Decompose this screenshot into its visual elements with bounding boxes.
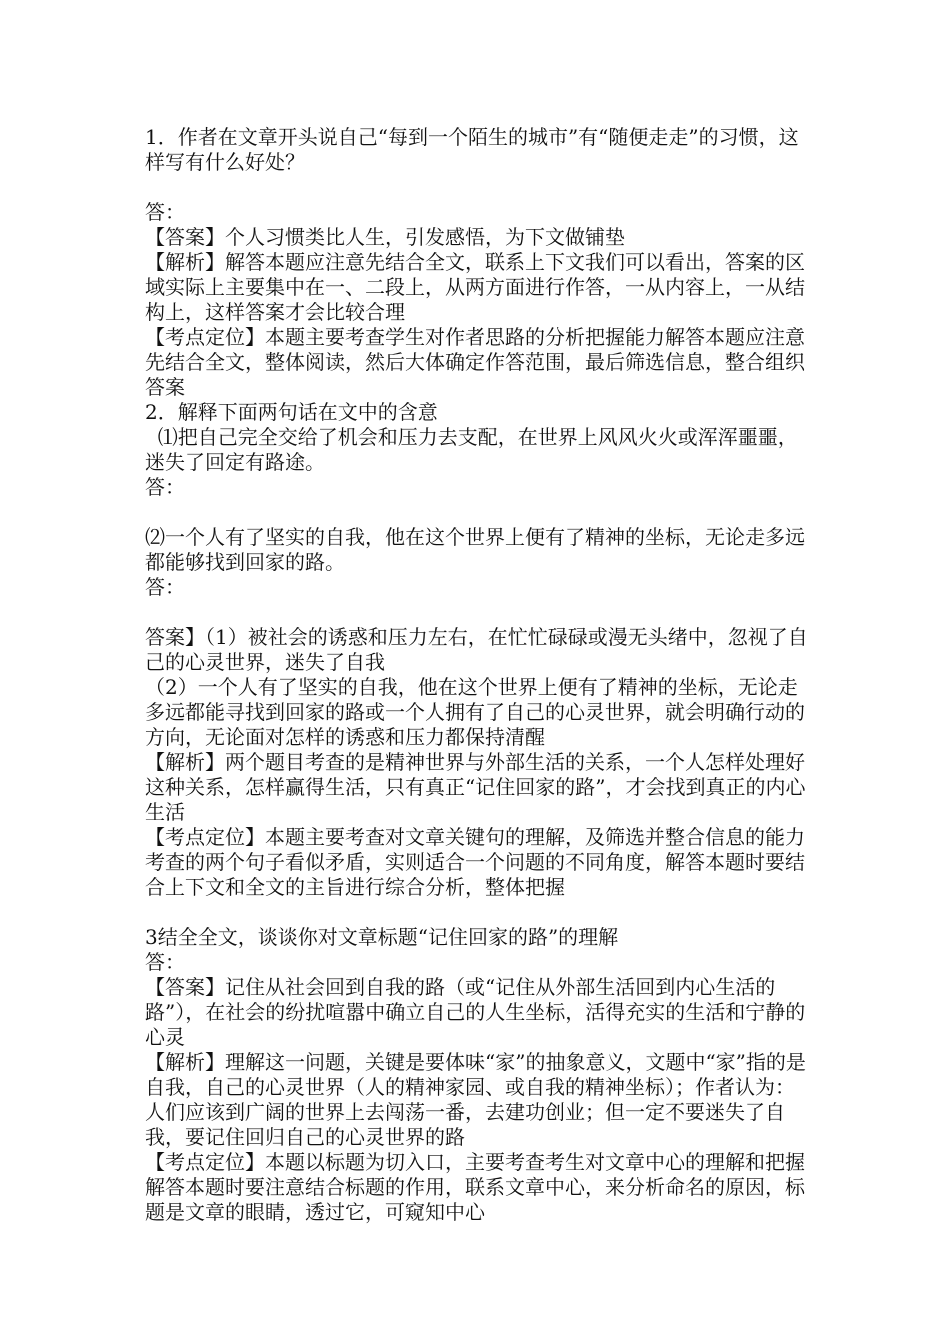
answer-3: 【答案】记住从社会回到自我的路（或“记住从外部生活回到内心生活的路”），在社会的纷扰喧嚣中确立自己的人生坐标，活得充实的生活和宁静的心灵 — [145, 975, 806, 1049]
point-3: 【考点定位】本题以标题为切入口，主要考查考生对文章中心的理解和把握解答本题时要注意结合标题的作用，联系文章中心，来分析命名的原因，标题是文章的眼睛，透过它，可窥知中心 — [145, 1150, 805, 1224]
answer-2-part-1: 答案】（1）被社会的诱惑和压力左右，在忙忙碌碌或漫无头绪中，忽视了自己的心灵世界，迷失了自我 — [145, 625, 808, 674]
question-2-sub-2: ⑵一个人有了坚实的自我，他在这个世界上便有了精神的坐标，无论走多远都能够找到回家的路。 — [145, 525, 805, 574]
question-3: 3结全全文，谈谈你对文章标题“记住回家的路”的理解 — [145, 925, 619, 949]
blank-line — [145, 175, 810, 200]
analysis-1: 【解析】解答本题应注意先结合全文，联系上下文我们可以看出，答案的区域实际上主要集中在一、二段上，从两方面进行作答，一从内容上，一从结构上，这样答案才会比较合理 — [145, 250, 805, 324]
point-2: 【考点定位】本题主要考查对文章关键句的理解，及筛选并整合信息的能力考查的两个句子看似矛盾，实则适合一个问题的不同角度，解答本题时要结合上下文和全文的主旨进行综合分析，整体把握 — [145, 825, 805, 899]
blank-line — [145, 600, 810, 625]
answer-label-2b: 答： — [145, 575, 185, 599]
question-2: 2．解释下面两句话在文中的含意 — [145, 400, 438, 424]
answer-1: 【答案】个人习惯类比人生，引发感悟，为下文做铺垫 — [145, 225, 625, 249]
point-1: 【考点定位】本题主要考查学生对作者思路的分析把握能力解答本题应注意先结合全文，整体阅读，然后大体确定作答范围，最后筛选信息，整合组织答案 — [145, 325, 805, 399]
blank-line — [145, 900, 810, 925]
answer-label-1: 答： — [145, 200, 185, 224]
analysis-3: 【解析】理解这一问题，关键是要体味“家”的抽象意义，文题中“家”指的是自我，自己的心灵世界（人的精神家园、或自我的精神坐标）；作者认为：人们应该到广阔的世界上去闯荡一番，去建功创业；但一定不要迷失了自我，要记住回归自己的心灵世界的路 — [145, 1050, 806, 1149]
answer-2-part-2: （2）一个人有了坚实的自我，他在这个世界上便有了精神的坐标，无论走多远都能寻找到回家的路或一个人拥有了自己的心灵世界，就会明确行动的方向，无论面对怎样的诱惑和压力都保持清醒 — [145, 675, 805, 749]
question-1: 1．作者在文章开头说自己“每到一个陌生的城市”有“随便走走”的习惯，这样写有什么好处？ — [145, 125, 799, 174]
blank-line — [145, 500, 810, 525]
question-2-sub-1: ⑴把自己完全交给了机会和压力去支配，在世界上风风火火或浑浑噩噩，迷失了回定有路途。 — [145, 425, 798, 474]
answer-label-2a: 答： — [145, 475, 185, 499]
analysis-2: 【解析】两个题目考查的是精神世界与外部生活的关系，一个人怎样处理好这种关系，怎样赢得生活，只有真正“记住回家的路”，才会找到真正的内心生活 — [145, 750, 806, 824]
answer-label-3: 答： — [145, 950, 185, 974]
document-page — [145, 125, 810, 1225]
